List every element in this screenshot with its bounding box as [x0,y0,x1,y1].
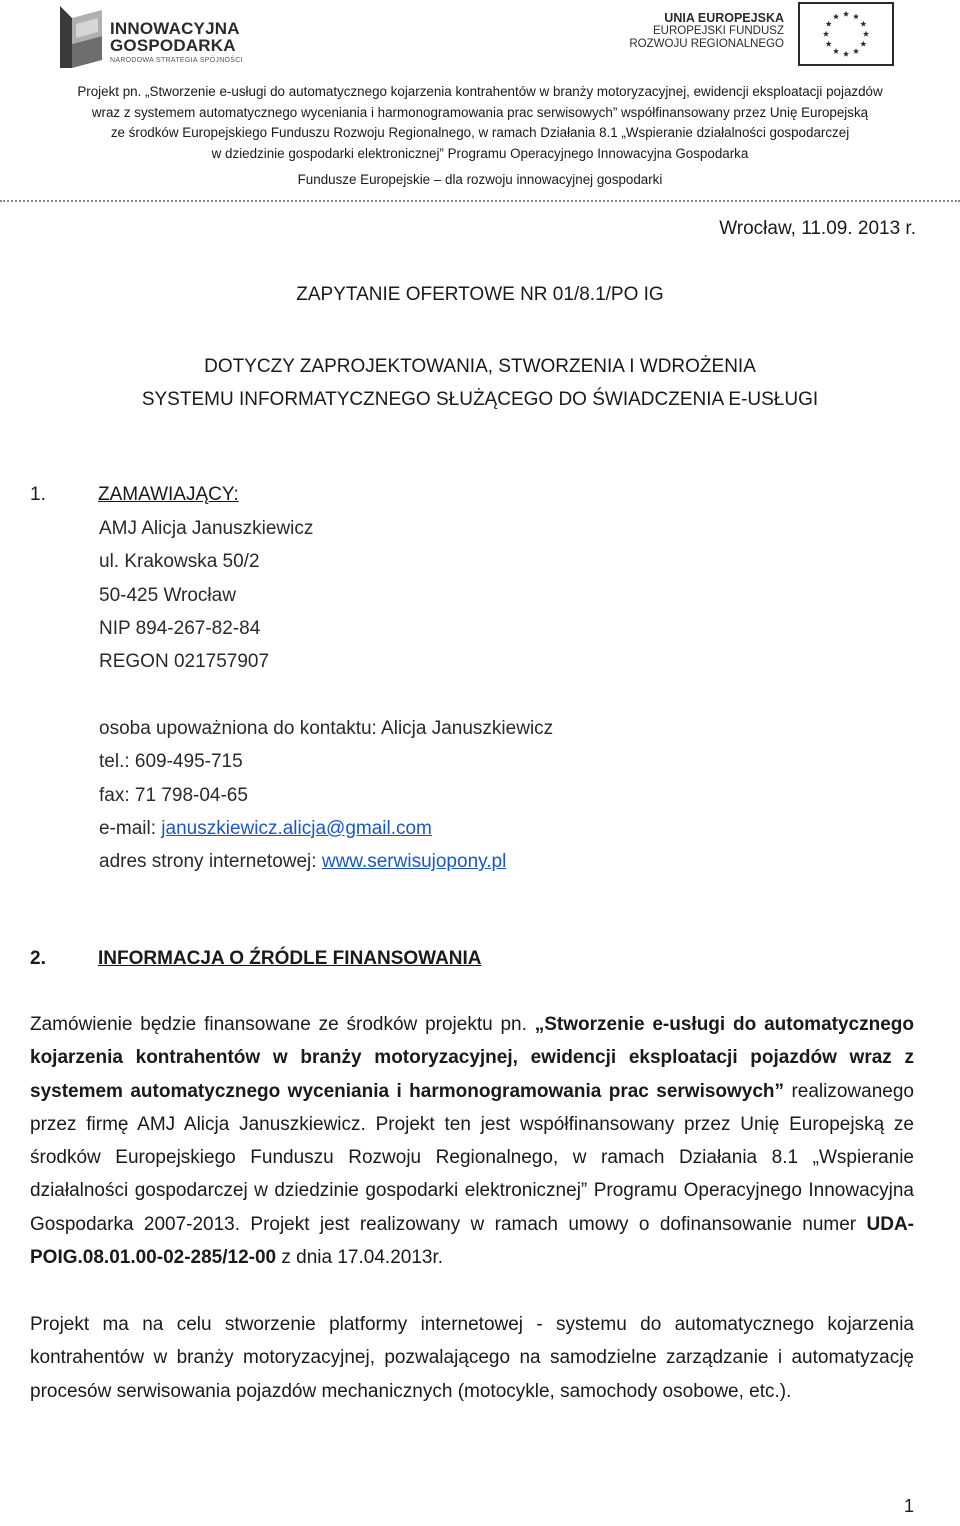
buyer-name: AMJ Alicja Januszkiewicz [99,518,314,539]
section-number: 2. [30,948,46,969]
contact-website-row [99,845,553,878]
eu-flag-icon [798,2,894,66]
section-2-heading [30,948,482,970]
eu-logo-line3: ROZWOJU REGIONALNEGO [629,38,784,50]
ig-logo-text [110,20,240,54]
website-label: adres strony internetowej: [99,851,322,873]
contact-details [99,712,553,878]
project-line: ze środków Europejskiego Funduszu Rozwoju Regionalnego, w ramach Działania 8.1 „Wspieranie działalności gospodarczej [110,125,850,140]
subject-line: DOTYCZY ZAPROJEKTOWANIA, STWORZENIA I WDROŻENIA [204,356,756,377]
buyer-city: 50-425 Wrocław [99,584,236,606]
page-number: 1 [903,1496,914,1516]
section-number: 1. [30,484,46,505]
buyer-details [99,512,313,678]
section-title: ZAMAWIAJĄCY: [98,484,239,505]
buyer-regon: REGON 021757907 [99,651,270,673]
contact-person: osoba upoważniona do kontaktu: Alicja Januszkiewicz [99,718,554,739]
header-divider [0,200,960,202]
project-description [0,82,960,164]
document-subject [0,350,960,416]
document-header [0,0,960,205]
subject-line: SYSTEMU INFORMATYCZNEGO SŁUŻĄCEGO DO ŚWIADCZENIA E-USŁUGI [141,389,819,410]
website-link[interactable]: www.serwisujopony.pl [321,851,507,873]
email-label: e-mail: [99,817,162,839]
ig-logo-line1: INNOWACYJNA [110,19,240,38]
financing-body: realizowanego przez firmę AMJ Alicja Januszkiewicz. Projekt ten jest współfinansowany przez Unię Europejską ze środków Europejskiego Funduszu Rozwoju Regionalnego, w ramach Działania 8.1 „Wspieranie działalności gospodarczej w dziedzinie gospodarki elektronicznej” Programu Operacyjnego Innowacyjna Gospodarka 2007-2013. Projekt jest realizowany w ramach umowy o dofinansowanie numer [30,1080,914,1235]
contact-email-row [99,812,553,845]
eu-logo-line1: UNIA EUROPEJSKA [664,11,784,25]
project-line: wraz z systemem automatycznego wyceniania i harmonogramowania prac serwisowych” współfinansowany przez Unię Europejską [91,104,869,120]
financing-end: z dnia 17.04.2013r. [276,1247,444,1269]
ig-flag-icon [58,4,104,70]
financing-intro: Zamówienie będzie finansowane ze środków projektu pn. [30,1014,535,1035]
project-line: w dziedzinie gospodarki elektronicznej” Programu Operacyjnego Innowacyjna Gospodarka [211,145,749,161]
project-line: Projekt pn. „Stworzenie e-usługi do automatycznego kojarzenia kontrahentów w branży motoryzacyjnej, ewidencji eksploatacji pojazdów [77,84,883,99]
contact-phone: tel.: 609-495-715 [99,751,243,773]
document-title: ZAPYTANIE OFERTOWE NR 01/8.1/PO IG [296,284,664,305]
contract-number: UDA-POIG.08.01.00-02-285/12-00 [30,1213,914,1269]
funds-slogan: Fundusze Europejskie – dla rozwoju innowacyjnej gospodarki [297,172,663,187]
eu-logo-line2: EUROPEJSKI FUNDUSZ [653,25,784,37]
innowacyjna-gospodarka-logo [58,4,263,70]
eu-logo-text [629,11,784,51]
buyer-street: ul. Krakowska 50/2 [99,551,260,573]
document-date: Wrocław, 11.09. 2013 r. [719,218,916,239]
project-goal-paragraph: Projekt ma na celu stworzenie platformy internetowej - systemu do automatycznego kojarzenia kontrahentów w branży motoryzacyjnej, pozwalającego na samodzielne zarządzanie i automatyzację procesów serwisowania pojazdów mechanicznych (motocykle, samochody osobowe, etc.). [30,1314,914,1402]
financing-paragraph [30,1008,914,1274]
ig-logo-tagline: NARODOWA STRATEGIA SPÓJNOŚCI [110,57,243,64]
section-title: INFORMACJA O ŹRÓDLE FINANSOWANIA [98,948,482,969]
project-name: „Stworzenie e-usługi do automatycznego kojarzenia kontrahentów w branży motoryzacyjnej, ewidencji eksploatacji pojazdów wraz z systemem automatycznego wyceniania i harmonogramowania prac serwisowych” [30,1014,914,1102]
contact-fax: fax: 71 798-04-65 [99,784,248,806]
ig-logo-line2: GOSPODARKA [110,36,236,55]
buyer-nip: NIP 894-267-82-84 [99,617,261,639]
section-1-heading [30,484,239,506]
email-link[interactable]: januszkiewicz.alicja@gmail.com [161,817,432,839]
